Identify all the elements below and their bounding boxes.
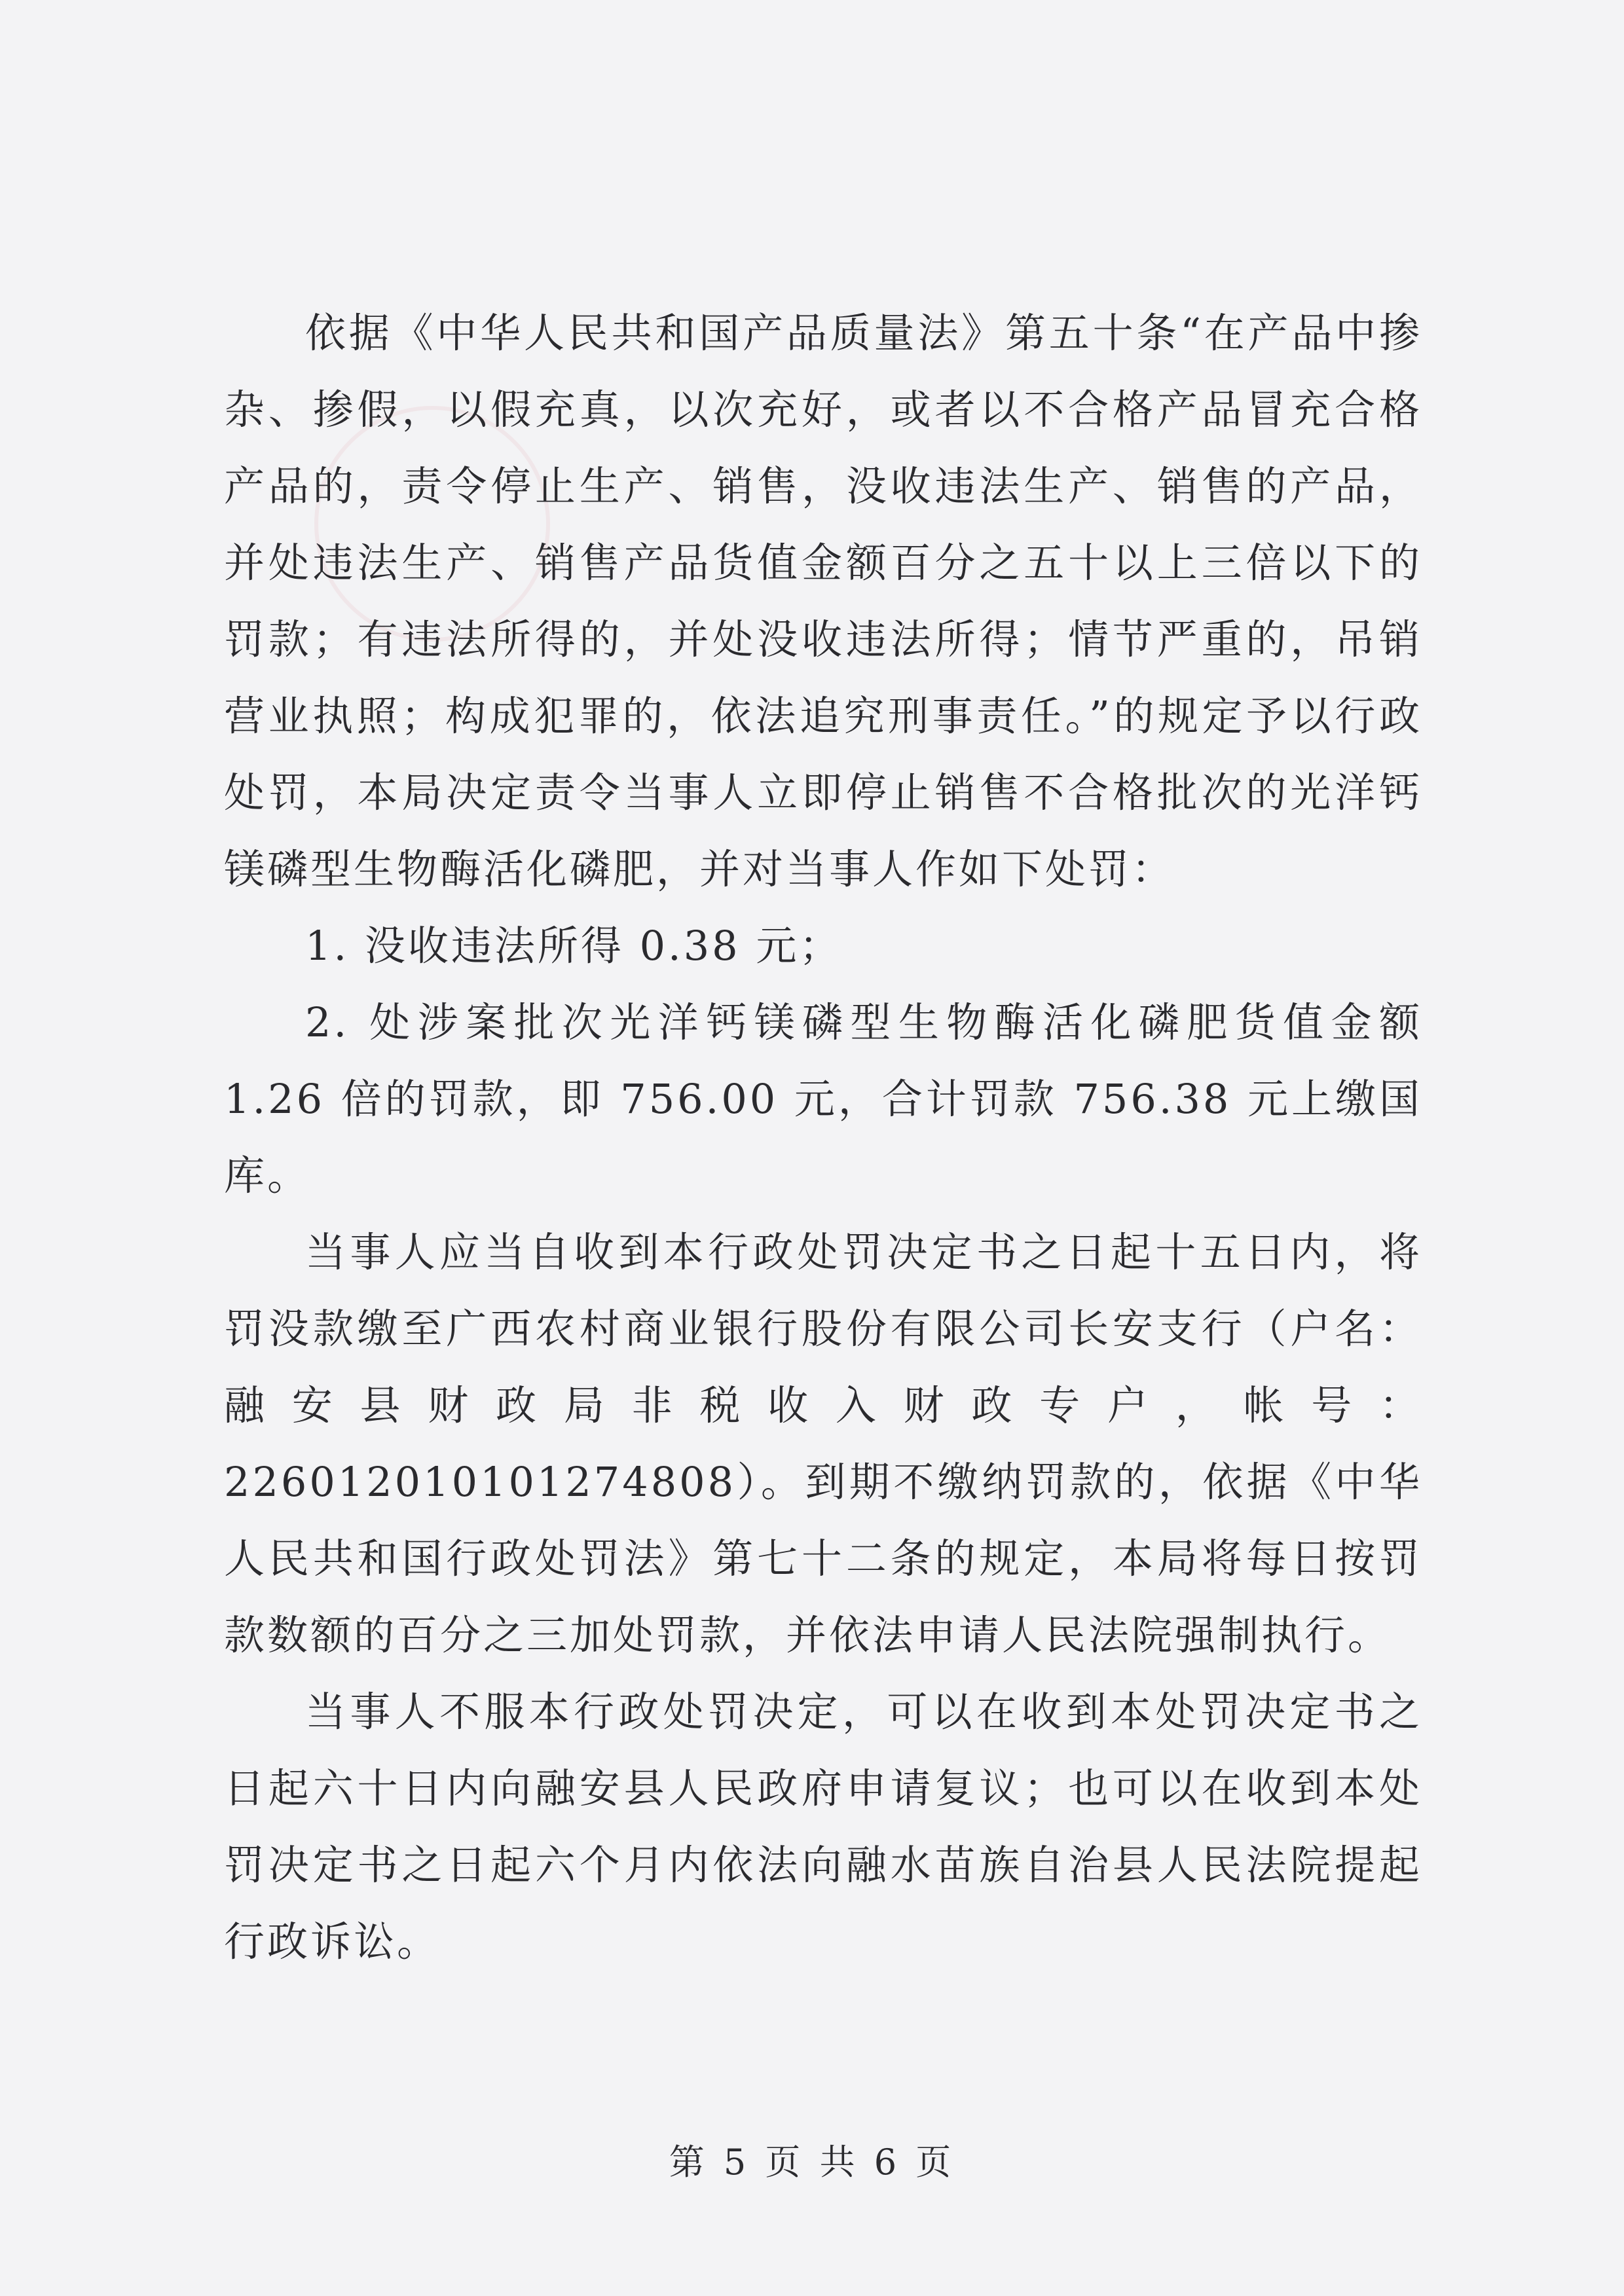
paragraph-penalty-item-2: 2. 处涉案批次光洋钙镁磷型生物酶活化磷肥货值金额 1.26 倍的罚款，即 756.00 元，合计罚款 756.38 元上缴国库。 [224,998,1422,1199]
paragraph-penalty-item-1: 1. 没收违法所得 0.38 元； [305,922,843,970]
paragraph-appeal-rights: 当事人不服本行政处罚决定，可以在收到本处罚决定书之日起六十日内向融安县人民政府申请复议；也可以在收到本处罚决定书之日起六个月内依法向融水苗族自治县人民法院提起行政诉讼。 [224,1688,1422,1965]
paragraph-legal-basis: 依据《中华人民共和国产品质量法》第五十条“在产品中掺杂、掺假，以假充真，以次充好，或者以不合格产品冒充合格产品的，责令停止生产、销售，没收违法生产、销售的产品，并处违法生产、销售产品货值金额百分之五十以上三倍以下的罚款；有违法所得的，并处没收违法所得；情节严重的，吊销营业执照；构成犯罪的，依法追究刑事责任。”的规定予以行政处罚，本局决定责令当事人立即停止销售不合格批次的光洋钙镁磷型生物酶活化磷肥，并对当事人作如下处罚： [224,309,1422,893]
paragraph-payment-instructions: 当事人应当自收到本行政处罚决定书之日起十五日内，将罚没款缴至广西农村商业银行股份有限公司长安支行（户名：融安县财政局非税收入财政专户，帐号：226012010101274808）。到期不缴纳罚款的，依据《中华人民共和国行政处罚法》第七十二条的规定，本局将每日按罚款数额的百分之三加处罚款，并依法申请人民法院强制执行。 [224,1228,1422,1659]
page-number-footer: 第 5 页 共 6 页 [669,2141,955,2183]
document-body [224,295,1422,1980]
